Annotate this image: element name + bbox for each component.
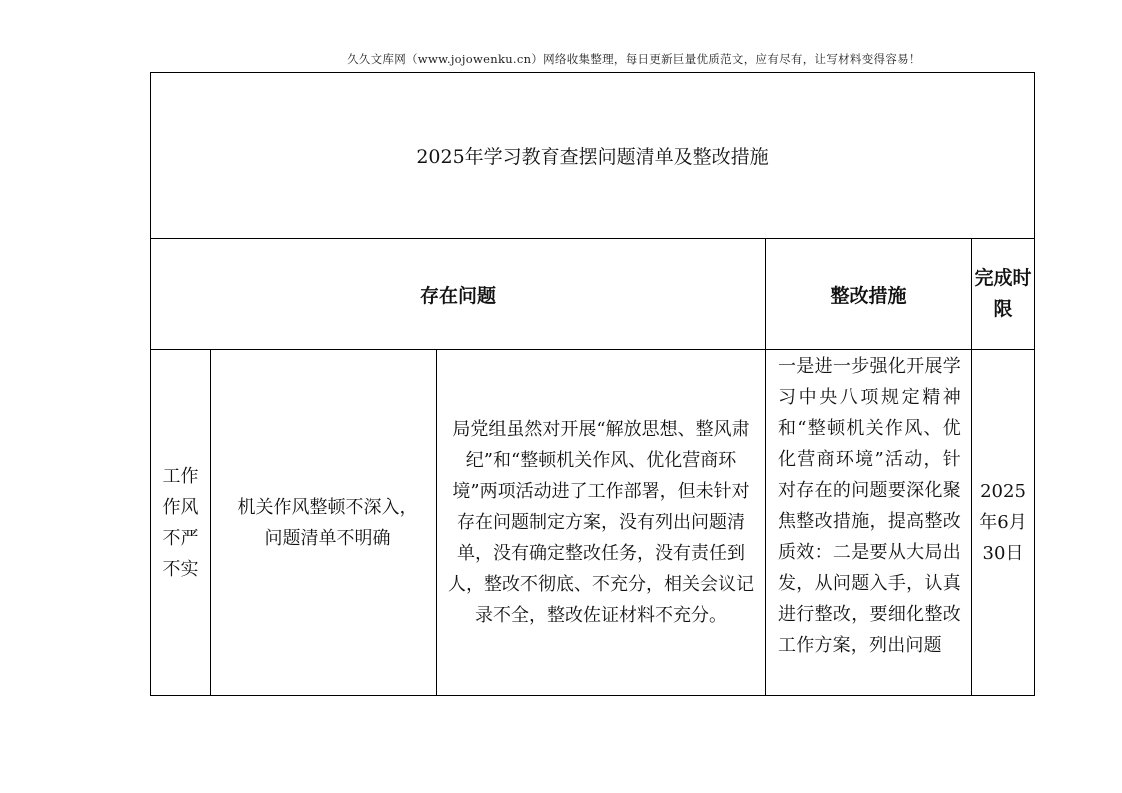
measures-text: 一是进一步强化开展学习中央八项规定精神和“整顿机关作风、优化营商环境”活动，针对存在的问题要深化聚焦整改措施，提高整改质效：二是要从大局出发，从问题入手，认真进行整改，要细化整改工作方案，列出问题 [778, 356, 961, 656]
table-title-row [151, 73, 1035, 239]
table-title: 2025年学习教育查摆问题清单及整改措施 [151, 73, 1035, 239]
table-header-row [151, 239, 1035, 350]
table-row [151, 350, 1035, 696]
header-problems: 存在问题 [151, 239, 766, 350]
cell-deadline: 2025年6月30日 [972, 350, 1035, 696]
cell-measures [766, 350, 972, 696]
cell-problem-detail: 局党组虽然对开展“解放思想、整风肃纪”和“整顿机关作风、优化营商环境”两项活动进了工作部署，但未针对存在问题制定方案，没有列出问题清单，没有确定整改任务，没有责任到人，整改不彻底、不充分，相关会议记录不全，整改佐证材料不充分。 [437, 350, 766, 696]
cell-problem: 机关作风整顿不深入，问题清单不明确 [211, 350, 437, 696]
header-measures: 整改措施 [766, 239, 972, 350]
issues-table [150, 72, 1035, 696]
header-deadline: 完成时限 [972, 239, 1035, 350]
page-header-note: 久久文库网（www.jojowenku.cn）网络收集整理，每日更新巨量优质范文，应有尽有，让写材料变得容易！ [347, 52, 921, 66]
cell-category: 工作作风不严不实 [151, 350, 211, 696]
